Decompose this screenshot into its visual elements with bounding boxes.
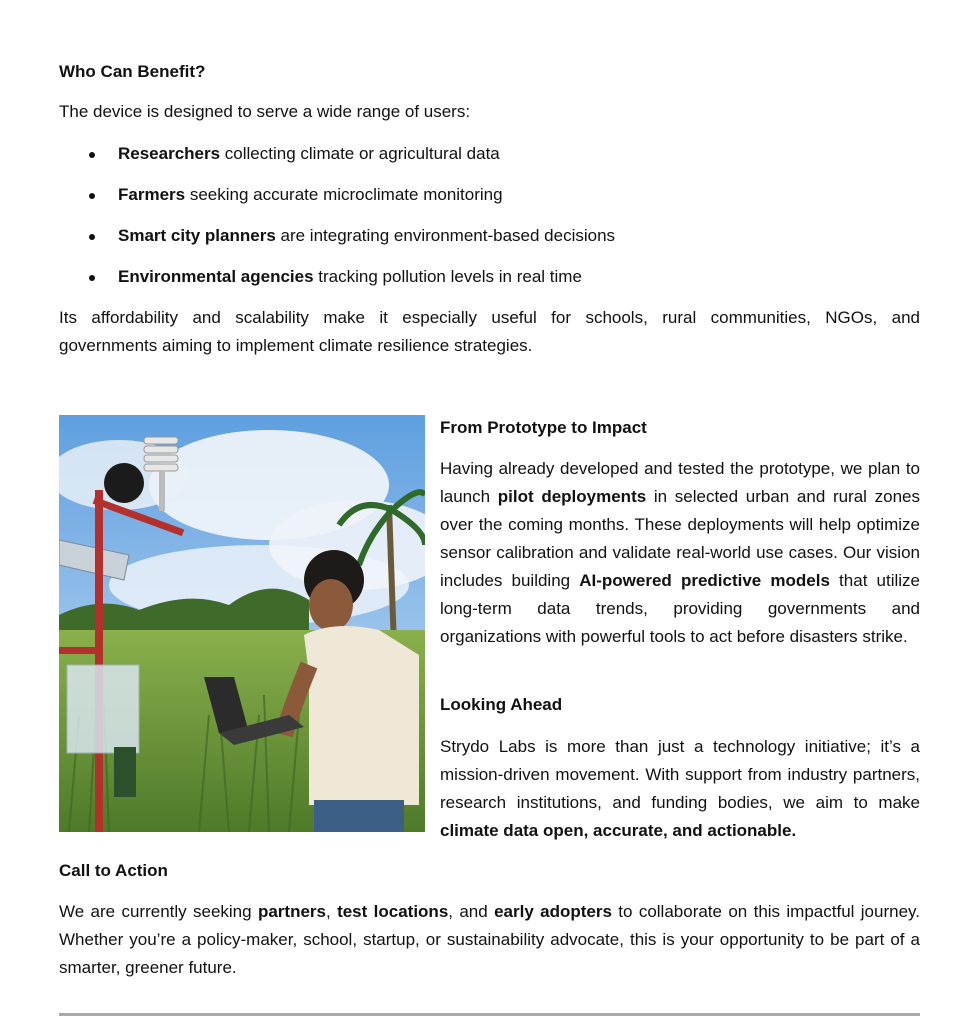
benefit-closing-line-2: governments aiming to implement climate resilience strategies. (59, 336, 533, 355)
bullet-icon (89, 234, 95, 240)
item-text: are integrating environment-based decisions (275, 226, 616, 245)
item-bold: Environmental agencies (118, 267, 314, 286)
text-run: to collaborate on this impactful journey. Whether you’re a policy-maker, school, startup, or sustainability advocate, this is your opportunity to be part of a smarter, greener future. (59, 902, 920, 977)
item-text: tracking pollution levels in real time (313, 267, 582, 286)
list-item (59, 264, 615, 305)
text-run: , and (448, 902, 495, 921)
list-item (59, 182, 615, 223)
item-text: collecting climate or agricultural data (220, 144, 500, 163)
heading-call-to-action: Call to Action (59, 861, 168, 880)
list-item (59, 223, 615, 264)
heading-prototype-to-impact: From Prototype to Impact (440, 418, 647, 437)
bullet-icon (89, 193, 95, 199)
prototype-paragraph (440, 455, 920, 651)
item-text: seeking accurate microclimate monitoring (185, 185, 503, 204)
heading-looking-ahead: Looking Ahead (440, 695, 563, 714)
bold-run: test locations (337, 902, 449, 921)
footer-divider (59, 1013, 920, 1016)
list-item (59, 141, 615, 182)
bold-run: AI-powered predictive models (579, 571, 830, 590)
item-bold: Smart city planners (118, 226, 276, 245)
text-run: We are currently seeking (59, 902, 258, 921)
bold-run: partners (257, 902, 326, 921)
bold-run: early adopters (494, 902, 612, 921)
text-run: Strydo Labs is more than just a technology initiative; it’s a mission-driven movement. With support from industry partners, research institutions, and funding bodies, we aim to make (440, 737, 920, 812)
bold-run: climate data open, accurate, and actionable. (440, 821, 797, 840)
text-run: , (325, 902, 338, 921)
item-bold: Farmers (118, 185, 186, 204)
cta-paragraph (59, 898, 920, 982)
item-bold: Researchers (118, 144, 221, 163)
text-run: Having already developed and tested the prototype, we plan to launch (440, 459, 920, 506)
benefit-intro: The device is designed to serve a wide range of users: (59, 102, 471, 121)
text-run: in selected urban and rural zones over the coming months. These deployments will help optimize sensor calibration and validate real-world use cases. Our vision includes building (440, 487, 920, 590)
bold-run: pilot deployments (497, 487, 647, 506)
ahead-paragraph (440, 733, 920, 845)
bullet-icon (89, 152, 95, 158)
benefit-closing-line-1: Its affordability and scalability make it especially useful for schools, rural communities, NGOs, and (59, 308, 920, 327)
bullet-icon (89, 275, 95, 281)
field-sensor-photo (59, 415, 425, 832)
benefit-list (59, 141, 615, 305)
heading-who-can-benefit: Who Can Benefit? (59, 62, 206, 81)
text-run: that utilize long-term data trends, providing governments and organizations with powerful tools to act before disasters strike. (440, 571, 921, 646)
